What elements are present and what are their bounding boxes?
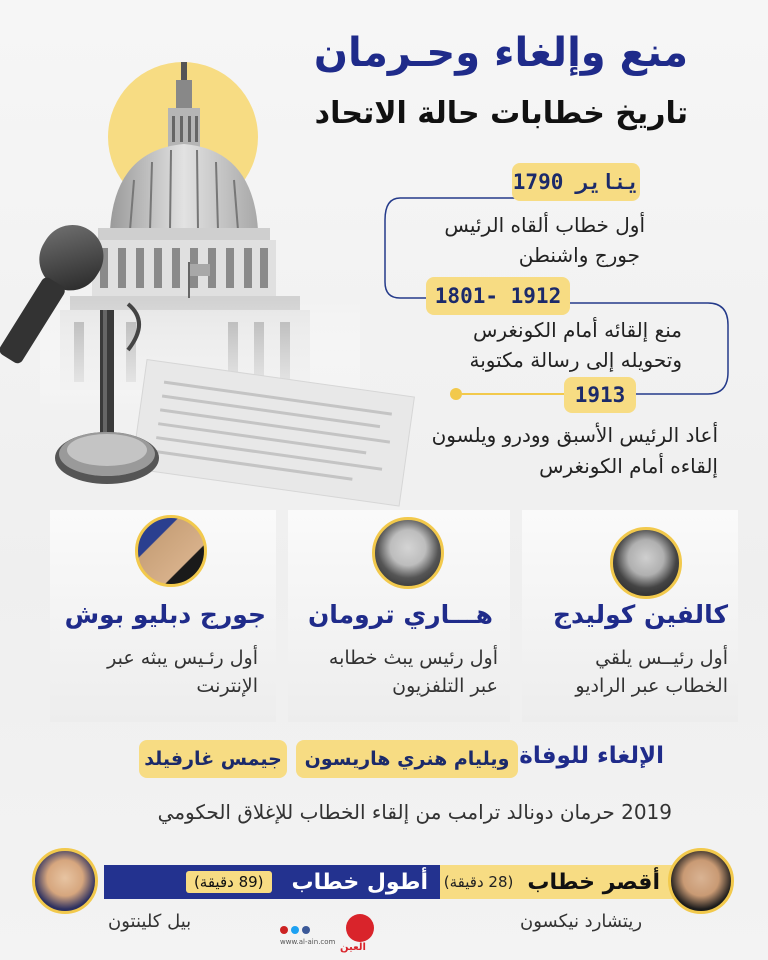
nixon-avatar (668, 848, 734, 914)
bush-desc-line2: الإنترنت (196, 675, 258, 697)
coolidge-name: كالفين كوليدج (553, 600, 728, 629)
coolidge-avatar (610, 527, 682, 599)
footer-url: www.al-ain.com (280, 938, 336, 946)
timeline-date-1913: 1913 (564, 377, 636, 413)
trump-deprivation-text: 2019 حرمان دونالد ترامب من إلقاء الخطاب للإغلاق الحكومي (157, 800, 672, 824)
truman-name: هـــاري ترومان (307, 600, 493, 629)
timeline-date-1790: يناير 1790 (512, 163, 640, 201)
timeline-date-1801-1912: 1801- 1912 (426, 277, 570, 315)
twitter-icon (291, 926, 299, 934)
longest-person: بيل كلينتون (108, 911, 192, 932)
longest-duration: (89 دقيقة) (186, 871, 272, 893)
bush-avatar (135, 515, 207, 587)
footer-brand: العين (340, 942, 366, 953)
timeline-text-1801-line1: منع إلقائه أمام الكونغرس (472, 318, 682, 342)
truman-avatar (372, 517, 444, 589)
cancel-name-harrison: ويليام هنري هاريسون (296, 740, 518, 778)
bush-desc-line1: أول رئـيس يبثه عبر (107, 647, 258, 669)
sub-title: تاريخ خطابات حالة الاتحاد (314, 96, 688, 131)
timeline-text-1801-line2: وتحويله إلى رسالة مكتوبة (469, 348, 682, 372)
shortest-duration: (28 دقيقة) (443, 873, 514, 891)
shortest-person: ريتشارد نيكسون (520, 911, 643, 932)
coolidge-desc-line1: أول رئيــس يلقي (595, 647, 728, 669)
alain-logo-icon (346, 914, 374, 942)
cancel-name-garfield: جيمس غارفيلد (139, 740, 287, 778)
shortest-bar (440, 865, 676, 899)
clinton-avatar (32, 848, 98, 914)
longest-label: أطول خطاب (291, 869, 428, 895)
bush-name: جورج دبليو بوش (64, 600, 266, 629)
truman-desc-line1: أول رئيس يبث خطابه (328, 647, 498, 669)
timeline-text-1913-line1: أعاد الرئيس الأسبق وودرو ويلسون (431, 423, 718, 447)
longest-bar (104, 865, 440, 899)
main-title: منع وإلغاء وحـرمان (313, 30, 688, 76)
shortest-label: أقصر خطاب (527, 869, 660, 895)
cancel-label: الإلغاء للوفاة (519, 743, 664, 769)
truman-desc-line2: عبر التلفزيون (392, 675, 498, 697)
timeline-text-1790-line1: أول خطاب ألقاه الرئيس (444, 213, 645, 237)
youtube-icon (280, 926, 288, 934)
timeline-text-1790-line2: جورج واشنطن (518, 243, 640, 267)
facebook-icon (302, 926, 310, 934)
coolidge-desc-line2: الخطاب عبر الراديو (575, 675, 728, 697)
timeline-text-1913-line2: إلقاءه أمام الكونغرس (539, 454, 718, 478)
